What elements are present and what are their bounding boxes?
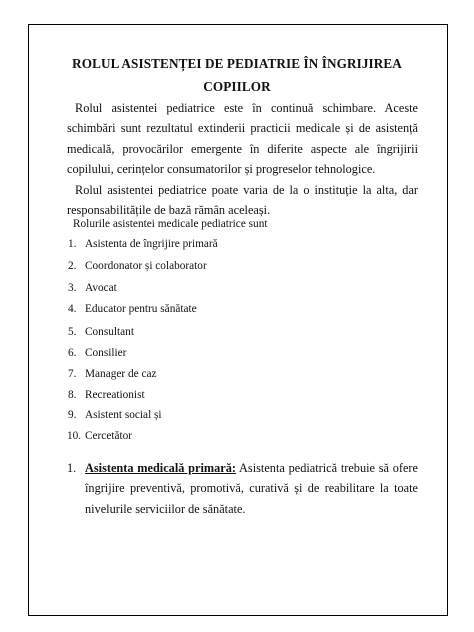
list-item-label: Manager de caz [85,368,157,380]
section-heading: Asistenta medicală primară: [85,461,236,475]
document-title-line-2: COPIILOR [203,79,271,94]
list-item-number: 1. [68,238,77,250]
list-item-label: Cercetător [85,430,133,442]
list-item-number: 3. [68,282,77,294]
section-primary-care [67,458,418,519]
list-item-label: Educator pentru sănătate [85,303,197,315]
section-number: 1. [67,461,77,475]
list-item-number: 5. [68,326,77,338]
list-item-number: 8. [68,389,77,401]
list-item-number: 7. [68,368,77,380]
section-text: Asistenta pediatrică trebuie să ofere îngrijire preventivă, promotivă, curativă și de reabilitare la toate nivelurile serviciilor de sănătate. [85,461,418,516]
list-item-number: 6. [68,347,77,359]
list-item-number: 10. [67,430,82,442]
list-item-label: Recreationist [85,389,145,401]
roles-list-intro: Rolurile asistentei medicale pediatrice sunt [73,218,268,230]
paragraph-responsibilities: Rolul asistentei pediatrice poate varia de la o instituție la alta, dar responsabilitățile de bază rămân aceleași. [67,183,418,218]
list-item-number: 2. [68,260,77,272]
list-item-number: 9. [68,409,77,421]
list-item-label: Coordonator și colaborator [85,260,207,272]
list-item-label: Avocat [85,282,117,294]
list-item-number: 4. [68,303,77,315]
document-title-line-1: ROLUL ASISTENȚEI DE PEDIATRIE ÎN ÎNGRIJIREA [72,56,402,71]
section-body [85,458,418,519]
list-item-label: Consultant [85,326,134,338]
list-item-label: Asistenta de îngrijire primară [85,238,218,250]
paragraph-intro: Rolul asistentei pediatrice este în continuă schimbare. Aceste schimbări sunt rezultatul extinderii practicii medicale și de asistență medicală, provocărilor emergente în diferite aspecte ale îngrijirii copilului, cerințelor consumatorilor și progreselor tehnologice. [67,101,418,176]
list-item-label: Consilier [85,347,127,359]
list-item-label: Asistent social și [85,409,162,421]
